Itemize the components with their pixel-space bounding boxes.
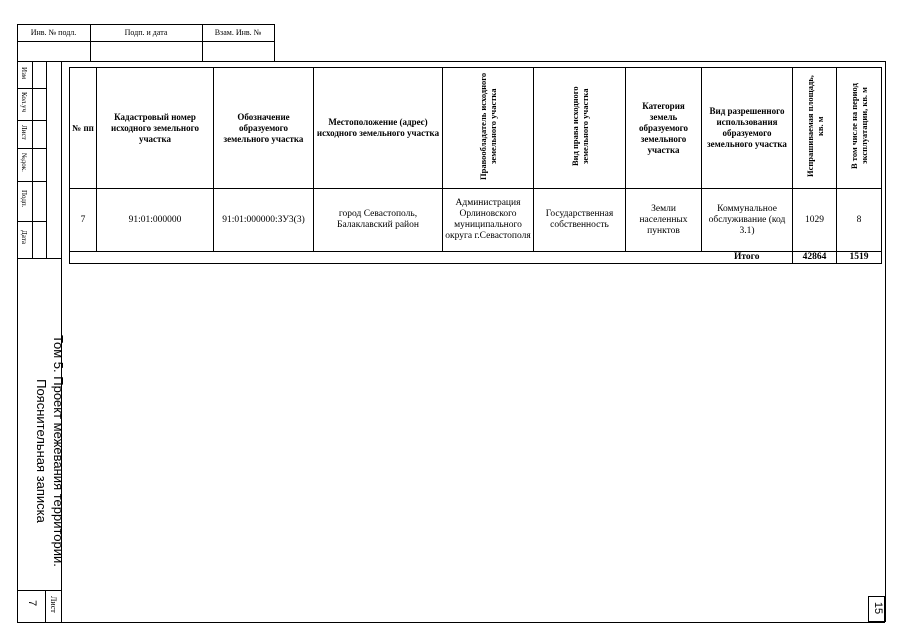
cell-location: город Севастополь, Балаклавский район [314, 189, 443, 252]
header-location: Местоположение (адрес) исходного земельного участка [314, 68, 443, 189]
cell-holder: Администрация Орлиновского муниципального округа г.Севастополя [443, 189, 534, 252]
header-operation: В том числе на период эксплуатации, кв. м [849, 83, 869, 169]
volume-title-line1: Том 5. Проект межевания территории. [51, 335, 66, 567]
header-area: Испрашиваемая площадь, кв. м [804, 75, 825, 177]
cell-designation: 91:01:000000:ЗУ3(3) [214, 189, 314, 252]
page-number: 15 [872, 601, 885, 615]
total-spacer [70, 252, 702, 264]
podp-label: Подп. [20, 190, 28, 208]
header-category: Категория земель образуемого земельного участка [626, 68, 702, 189]
cell-right: Государственная собственность [534, 189, 626, 252]
total-label: Итого [702, 252, 793, 264]
header-holder: Правообладатель исходного земельного участка [478, 72, 498, 180]
kol-uch-label: Кол.уч [20, 92, 28, 112]
land-plots-table [69, 67, 882, 264]
cell-operation: 8 [837, 189, 882, 252]
volume-title-line2: Пояснительная записка [34, 379, 49, 523]
header-right-cell [534, 68, 626, 189]
podp-data-label: Подп. и дата [124, 28, 168, 37]
header-holder-cell [443, 68, 534, 189]
list-label: Лист [20, 125, 28, 140]
cell-cadastral: 91:01:000000 [97, 189, 214, 252]
header-designation: Обозначение образуемого земельного участка [214, 68, 314, 189]
vzam-inv-label: Взам. Инв. № [214, 28, 262, 37]
cell-usage: Коммунальное обслуживание (код 3.1) [702, 189, 793, 252]
cell-area: 1029 [793, 189, 837, 252]
header-usage: Вид разрешенного использования образуемого земельного участка [702, 68, 793, 189]
table-header-row [70, 68, 882, 189]
header-cadastral: Кадастровый номер исходного земельного участка [97, 68, 214, 189]
total-operation: 1519 [837, 252, 882, 264]
volume-title [33, 301, 67, 601]
header-area-cell [793, 68, 837, 189]
header-operation-cell [837, 68, 882, 189]
cell-category: Земли населенных пунктов [626, 189, 702, 252]
inv-podl-label: Инв. № подл. [30, 28, 77, 37]
page-number-box [868, 596, 885, 622]
data-label: Дата [20, 230, 28, 244]
header-num: № пп [70, 68, 97, 189]
sheet-label: Лист [49, 596, 58, 613]
ndok-label: №док. [20, 153, 28, 172]
header-right: Вид права исходного земельного участка [569, 86, 590, 166]
table-total-row [70, 252, 882, 264]
cell-num: 7 [70, 189, 97, 252]
izm-label: Изм [20, 67, 28, 80]
table-row [70, 189, 882, 252]
total-area: 42864 [793, 252, 837, 264]
sheet-number: 7 [26, 600, 38, 607]
